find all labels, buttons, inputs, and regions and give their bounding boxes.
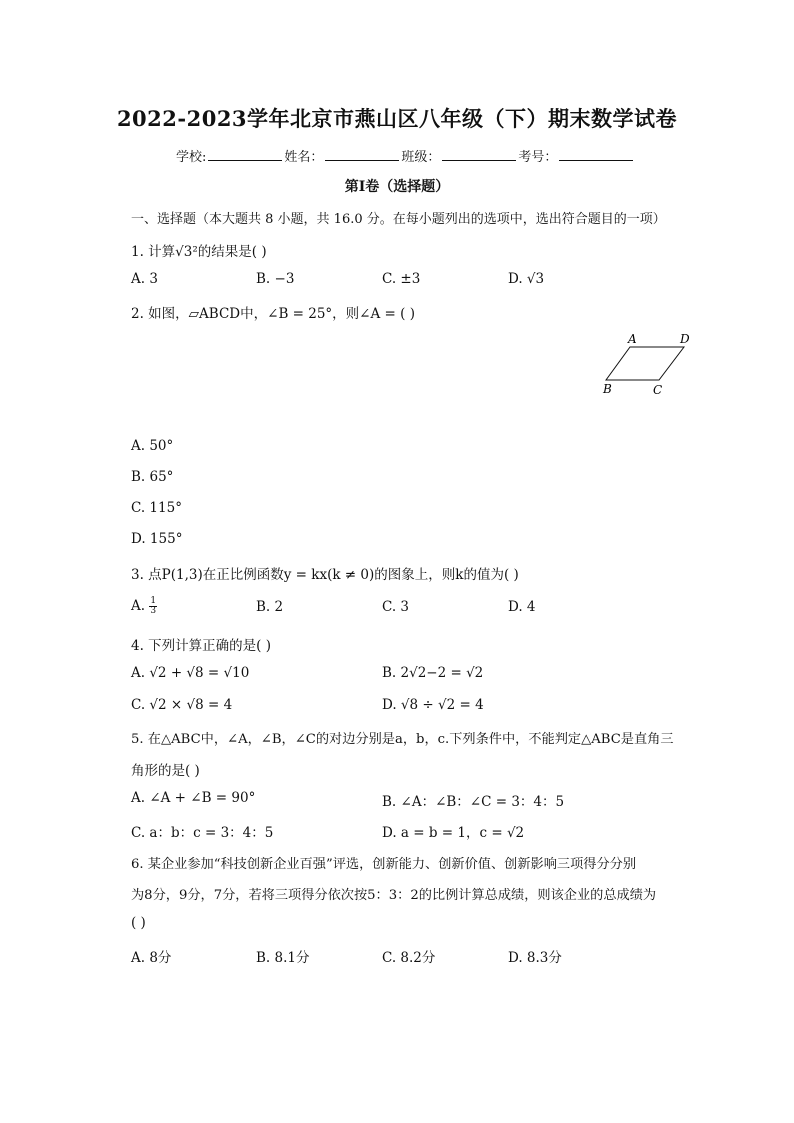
vertex-label-a: A <box>628 332 637 346</box>
q1-option-b[interactable]: B. −3 <box>256 271 295 287</box>
q4-option-b[interactable]: B. 2√2−2 = √2 <box>382 665 484 681</box>
q5-option-c[interactable]: C. a：b：c = 3：4：5 <box>131 825 274 841</box>
q3-option-c[interactable]: C. 3 <box>382 599 410 615</box>
q1-option-c[interactable]: C. ±3 <box>382 271 421 287</box>
student-info-line <box>176 146 635 165</box>
q3-option-b[interactable]: B. 2 <box>256 599 284 615</box>
fraction-one-third <box>149 597 157 616</box>
question-6-stem-line-2: 为8分，9分，7分，若将三项得分依次按5：3：2的比例计算总成绩，则该企业的总成绩为 <box>131 888 657 903</box>
q5-option-a[interactable]: A. ∠A + ∠B = 90° <box>131 790 256 806</box>
class-blank[interactable] <box>442 148 516 161</box>
vertex-label-b: B <box>603 382 612 396</box>
part-heading: 一、选择题（本大题共 8 小题，共 16.0 分。在每小题列出的选项中，选出符合题目的一项） <box>131 212 666 227</box>
name-label: 姓名： <box>284 150 324 165</box>
question-6-stem-line-1: 6. 某企业参加“科技创新企业百强”评选，创新能力、创新价值、创新影响三项得分分别 <box>131 857 637 872</box>
page-title: 2022-2023学年北京市燕山区八年级（下）期末数学试卷 <box>116 106 678 131</box>
question-1-stem: 1. 计算√3²的结果是( ) <box>131 244 267 260</box>
q6-option-c[interactable]: C. 8.2分 <box>382 950 436 966</box>
q3-option-a-label: A. <box>131 598 146 614</box>
q4-option-c[interactable]: C. √2 × √8 = 4 <box>131 697 233 713</box>
q3-option-d[interactable]: D. 4 <box>508 599 536 615</box>
parallelogram-figure <box>598 330 698 398</box>
q3-option-a[interactable] <box>131 597 157 616</box>
frac-denominator: 3 <box>150 606 157 616</box>
q6-option-d[interactable]: D. 8.3分 <box>508 950 562 966</box>
parallelogram-abcd <box>606 347 684 380</box>
question-2-stem: 2. 如图，▱ABCD中，∠B = 25°，则∠A = ( ) <box>131 306 415 322</box>
vertex-label-d: D <box>680 332 690 346</box>
q6-option-b[interactable]: B. 8.1分 <box>256 950 310 966</box>
number-label: 考号： <box>518 150 558 165</box>
question-6-stem-line-3: ( ) <box>131 915 146 931</box>
q4-option-d[interactable]: D. √8 ÷ √2 = 4 <box>382 697 484 713</box>
question-3-stem: 3. 点P(1,3)在正比例函数y = kx(k ≠ 0)的图象上，则k的值为( ) <box>131 567 519 583</box>
q1-option-d[interactable]: D. √3 <box>508 271 545 287</box>
q4-option-a[interactable]: A. √2 + √8 = √10 <box>131 665 250 681</box>
q2-option-b[interactable]: B. 65° <box>131 469 174 485</box>
school-blank[interactable] <box>208 148 282 161</box>
frac-numerator: 1 <box>150 596 157 606</box>
q6-option-a[interactable]: A. 8分 <box>131 950 172 966</box>
name-blank[interactable] <box>325 148 399 161</box>
q5-option-b[interactable]: B. ∠A：∠B：∠C = 3：4：5 <box>382 794 565 810</box>
q5-option-d[interactable]: D. a = b = 1，c = √2 <box>382 825 525 841</box>
class-label: 班级： <box>401 150 441 165</box>
number-blank[interactable] <box>559 148 633 161</box>
q2-option-c[interactable]: C. 115° <box>131 500 182 516</box>
vertex-label-c: C <box>653 383 663 397</box>
question-5-stem-line-1: 5. 在△ABC中，∠A，∠B，∠C的对边分别是a，b，c.下列条件中，不能判定△ABC是直角三 <box>131 732 674 747</box>
question-4-stem: 4. 下列计算正确的是( ) <box>131 638 271 654</box>
question-5-stem-line-2: 角形的是( ) <box>131 763 200 779</box>
section-title: 第I卷（选择题） <box>344 179 450 195</box>
school-label: 学校: <box>176 150 207 165</box>
q2-option-a[interactable]: A. 50° <box>131 438 174 454</box>
q1-option-a[interactable]: A. 3 <box>131 271 158 287</box>
q2-option-d[interactable]: D. 155° <box>131 531 183 547</box>
